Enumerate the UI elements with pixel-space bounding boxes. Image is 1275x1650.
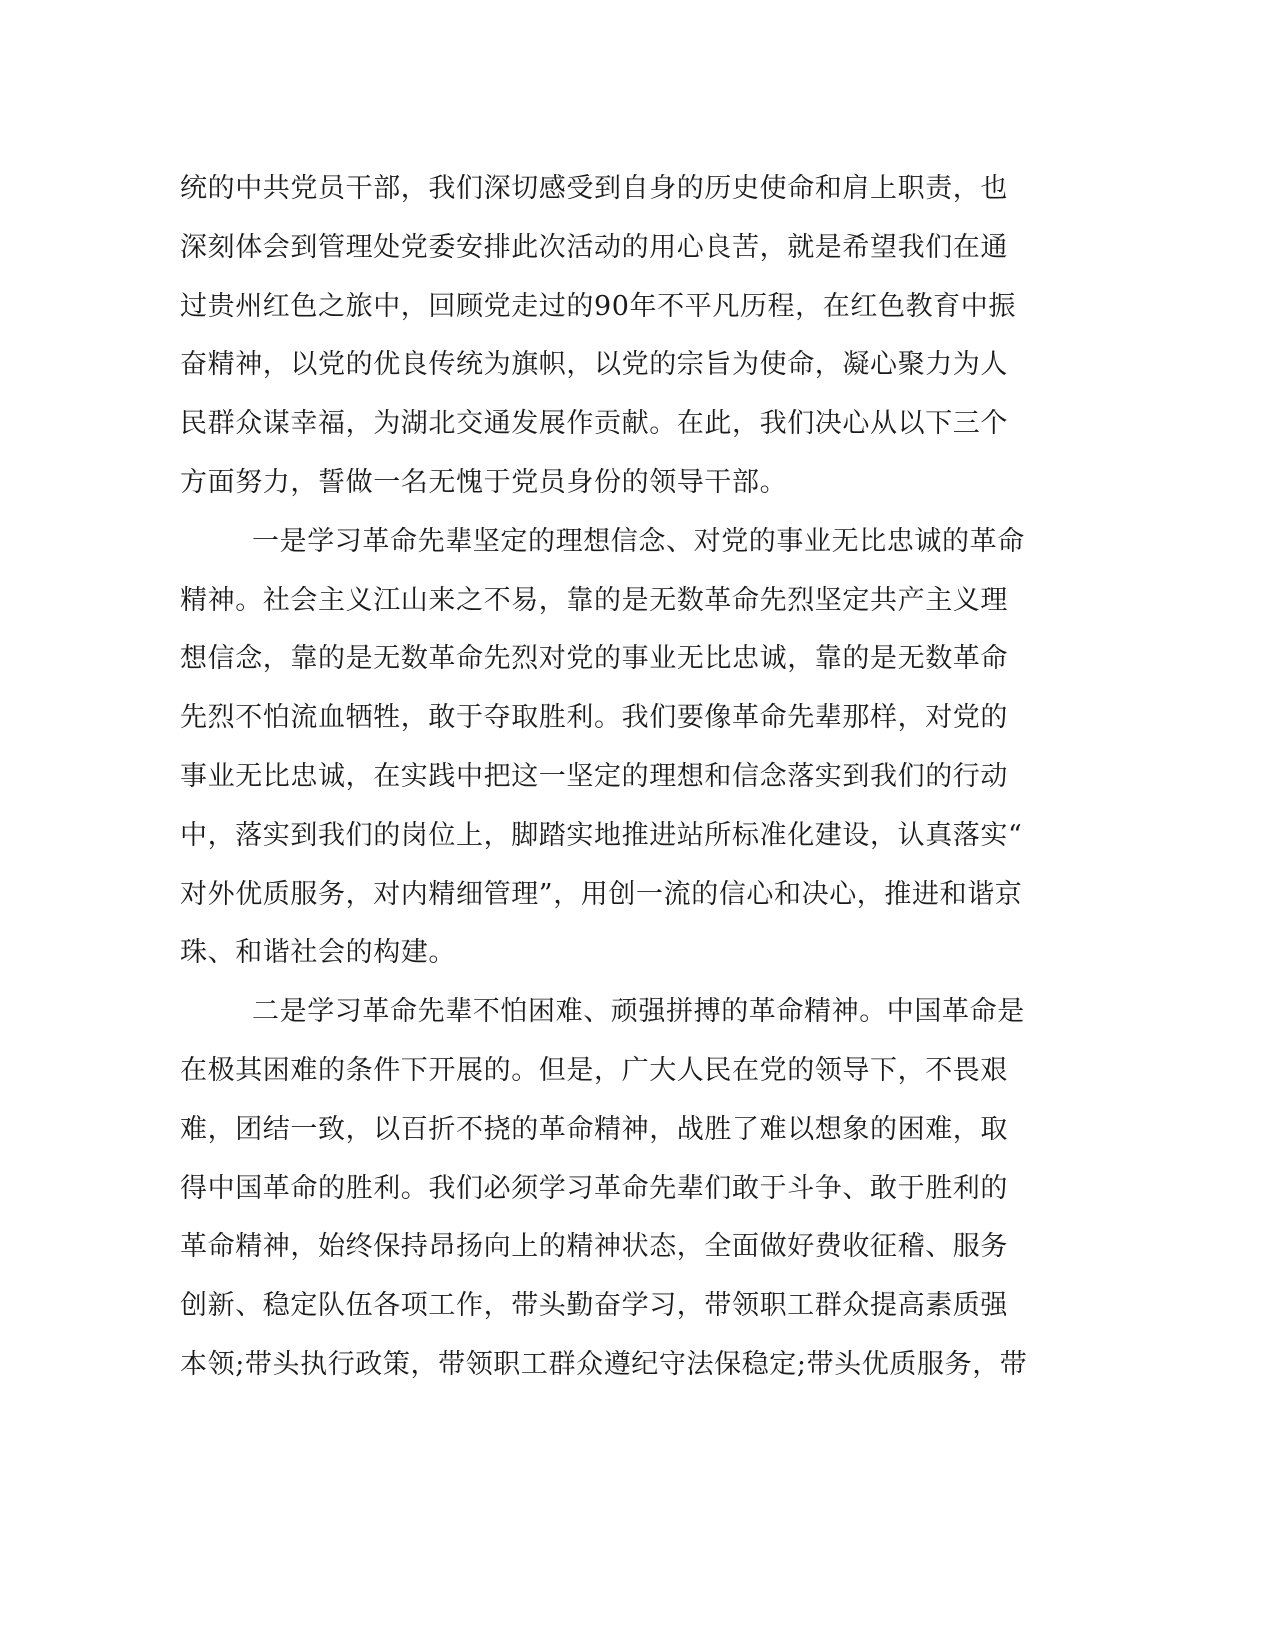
text-line: 得中国革命的胜利。我们必须学习革命先辈们敢于斗争、敢于胜利的 [180, 1172, 1008, 1204]
text-line: 珠、和谐社会的构建。 [180, 937, 456, 969]
text-line: 难，团结一致，以百折不挠的革命精神，战胜了难以想象的困难，取 [180, 1113, 1008, 1145]
paragraph-first-line: 二是学习革命先辈不怕困难、顽强拼搏的革命精神。中国革命是 [252, 996, 1025, 1028]
text-line: 中，落实到我们的岗位上，脚踏实地推进站所标准化建设，认真落实“ [180, 819, 1023, 851]
text-line: 本领;带头执行政策，带领职工群众遵纪守法保稳定;带头优质服务，带 [180, 1348, 1028, 1380]
text-line: 在极其困难的条件下开展的。但是，广大人民在党的领导下，不畏艰 [180, 1054, 1008, 1086]
text-line: 事业无比忠诚，在实践中把这一坚定的理想和信念落实到我们的行动 [180, 760, 1008, 792]
text-line: 民群众谋幸福，为湖北交通发展作贡献。在此，我们决心从以下三个 [180, 408, 1008, 440]
text-line: 对外优质服务，对内精细管理”，用创一流的信心和决心，推进和谐京 [180, 878, 1023, 910]
text-line: 过贵州红色之旅中，回顾党走过的90年不平凡历程，在红色教育中振 [180, 290, 1016, 322]
text-line: 创新、稳定队伍各项工作，带头勤奋学习，带领职工群众提高素质强 [180, 1290, 1008, 1322]
text-line: 深刻体会到管理处党委安排此次活动的用心良苦，就是希望我们在通 [180, 231, 1008, 263]
text-line: 奋精神，以党的优良传统为旗帜，以党的宗旨为使命，凝心聚力为人 [180, 349, 1008, 381]
text-line: 先烈不怕流血牺牲，敢于夺取胜利。我们要像革命先辈那样，对党的 [180, 702, 1008, 734]
text-line: 革命精神，始终保持昂扬向上的精神状态，全面做好费收征稽、服务 [180, 1231, 1008, 1263]
text-line: 精神。社会主义江山来之不易，靠的是无数革命先烈坚定共产主义理 [180, 584, 1008, 616]
body-text [180, 160, 1030, 1395]
text-line: 方面努力，誓做一名无愧于党员身份的领导干部。 [180, 466, 788, 498]
paragraph-first-line: 一是学习革命先辈坚定的理想信念、对党的事业无比忠诚的革命 [252, 525, 1025, 557]
text-line: 统的中共党员干部，我们深切感受到自身的历史使命和肩上职责，也 [180, 173, 1008, 204]
text-line: 想信念，靠的是无数革命先烈对党的事业无比忠诚，靠的是无数革命 [180, 643, 1008, 675]
